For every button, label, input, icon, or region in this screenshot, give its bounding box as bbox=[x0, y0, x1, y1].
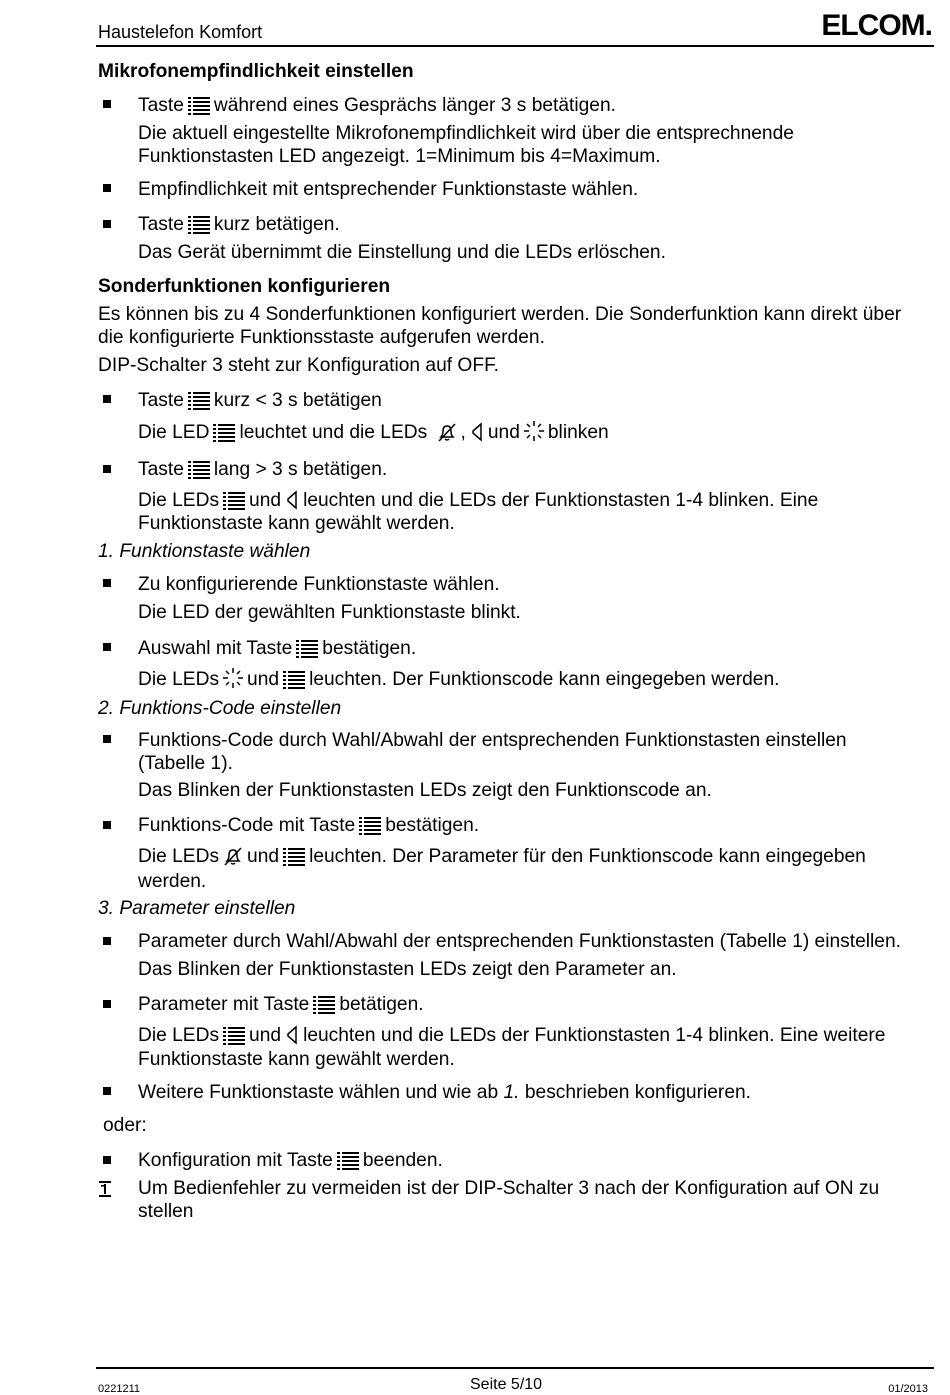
description: Das Blinken der Funktionstasten LEDs zeigt den Parameter an. bbox=[138, 959, 677, 980]
description: Das Gerät übernimmt die Einstellung und die LEDs erlöschen. bbox=[138, 242, 666, 263]
text: und bbox=[487, 422, 520, 443]
step-reference: 1. bbox=[503, 1082, 520, 1103]
text: betätigen. bbox=[339, 994, 424, 1015]
speaker-icon bbox=[469, 422, 485, 448]
text: während eines Gesprächs länger 3 s betätigen. bbox=[213, 95, 616, 116]
text: leuchten. Der Funktionscode kann eingegeben werden. bbox=[309, 669, 780, 690]
text: Taste bbox=[138, 214, 184, 235]
text: Die LEDs bbox=[138, 669, 220, 690]
text: und bbox=[249, 1025, 282, 1046]
bullet bbox=[103, 100, 111, 108]
note-text: Um Bedienfehler zu vermeiden ist der DIP-Schalter 3 nach der Konfiguration auf ON zu bbox=[138, 1178, 880, 1199]
menu-key-icon bbox=[336, 1150, 360, 1176]
menu-key-icon bbox=[282, 669, 306, 695]
text: lang > 3 s betätigen. bbox=[213, 459, 388, 480]
list-item bbox=[138, 94, 928, 121]
bullet bbox=[103, 184, 111, 192]
menu-key-icon bbox=[187, 459, 211, 485]
text: beschrieben konfigurieren. bbox=[524, 1082, 751, 1103]
bullet bbox=[103, 579, 111, 587]
bullet bbox=[103, 821, 111, 829]
list-item bbox=[138, 213, 928, 240]
text: Taste bbox=[138, 390, 184, 411]
menu-key-icon bbox=[187, 390, 211, 416]
step-title: 2. Funktions-Code einstellen bbox=[98, 698, 342, 719]
page-number: Seite 5/10 bbox=[470, 1376, 543, 1393]
text: blinken bbox=[547, 422, 609, 443]
section-heading-special-functions: Sonderfunktionen konfigurieren bbox=[98, 276, 391, 297]
text: beenden. bbox=[362, 1150, 443, 1171]
description: Funktionstasten LED angezeigt. 1=Minimum bis 4=Maximum. bbox=[138, 146, 661, 167]
blink-led-icon bbox=[222, 667, 244, 695]
description: Das Blinken der Funktionstasten LEDs zeigt den Funktionscode an. bbox=[138, 780, 712, 801]
description bbox=[138, 1024, 928, 1051]
text: Funktions-Code mit Taste bbox=[138, 815, 356, 836]
description: Die LED der gewählten Funktionstaste blinkt. bbox=[138, 602, 521, 623]
list-item: Zu konfigurierende Funktionstaste wählen. bbox=[138, 574, 500, 595]
bullet bbox=[103, 220, 111, 228]
bell-off-icon bbox=[222, 846, 244, 872]
bullet bbox=[103, 643, 111, 651]
text: Die LEDs bbox=[138, 490, 220, 511]
info-icon bbox=[98, 1180, 112, 1198]
menu-key-icon bbox=[358, 815, 382, 841]
menu-key-icon bbox=[212, 422, 236, 448]
description: Funktionstaste kann gewählt werden. bbox=[138, 1049, 455, 1070]
text: Die LEDs bbox=[138, 846, 220, 867]
menu-key-icon bbox=[187, 95, 211, 121]
text: Die LED bbox=[138, 422, 210, 443]
document-header-title: Haustelefon Komfort bbox=[98, 22, 263, 42]
footer-divider bbox=[96, 1367, 934, 1369]
menu-key-icon bbox=[295, 638, 319, 664]
description bbox=[138, 420, 928, 448]
text: bestätigen. bbox=[385, 815, 480, 836]
text: kurz betätigen. bbox=[213, 214, 340, 235]
step-title: 3. Parameter einstellen bbox=[98, 898, 296, 919]
text: und bbox=[249, 490, 282, 511]
bullet bbox=[103, 1000, 111, 1008]
list-item: Parameter durch Wahl/Abwahl der entsprechenden Funktionstasten (Tabelle 1) einstellen. bbox=[138, 931, 901, 952]
text: Die LEDs bbox=[138, 1025, 220, 1046]
list-item: Empfindlichkeit mit entsprechender Funktionstaste wählen. bbox=[138, 179, 639, 200]
paragraph: die konfigurierte Funktionsstaste aufgerufen werden. bbox=[98, 327, 545, 348]
text: Auswahl mit Taste bbox=[138, 638, 293, 659]
list-item bbox=[138, 1081, 928, 1104]
list-item: Funktions-Code durch Wahl/Abwahl der entsprechenden Funktionstasten einstellen bbox=[138, 730, 847, 751]
bullet bbox=[103, 1087, 111, 1095]
description: Funktionstaste kann gewählt werden. bbox=[138, 513, 455, 534]
description bbox=[138, 845, 928, 872]
text: leuchten und die LEDs der Funktionstasten 1-4 blinken. Eine weitere bbox=[303, 1025, 886, 1046]
text: , bbox=[460, 422, 466, 443]
text: Parameter mit Taste bbox=[138, 994, 310, 1015]
bullet bbox=[103, 1156, 111, 1164]
text: leuchten und die LEDs der Funktionstasten 1-4 blinken. Eine bbox=[303, 490, 819, 511]
text: Taste bbox=[138, 95, 184, 116]
text: kurz < 3 s betätigen bbox=[213, 390, 382, 411]
text: und bbox=[247, 846, 280, 867]
bullet bbox=[103, 395, 111, 403]
paragraph: DIP-Schalter 3 steht zur Konfiguration auf OFF. bbox=[98, 355, 499, 376]
or-label: oder: bbox=[103, 1115, 147, 1136]
text: Taste bbox=[138, 459, 184, 480]
text: leuchten. Der Parameter für den Funktionscode kann eingegeben bbox=[309, 846, 866, 867]
list-item bbox=[138, 458, 928, 485]
list-item bbox=[138, 389, 928, 416]
bullet bbox=[103, 735, 111, 743]
menu-key-icon bbox=[312, 994, 336, 1020]
menu-key-icon bbox=[187, 214, 211, 240]
brand-logo: ELCOM. bbox=[821, 9, 932, 42]
bell-off-icon bbox=[436, 422, 458, 448]
bullet bbox=[103, 465, 111, 473]
document-date: 01/2013 bbox=[888, 1383, 928, 1395]
header-divider bbox=[96, 45, 934, 47]
paragraph: Es können bis zu 4 Sonderfunktionen konfiguriert werden. Die Sonderfunktion kann direkt über bbox=[98, 304, 902, 325]
list-item bbox=[138, 993, 928, 1020]
text: bestätigen. bbox=[322, 638, 417, 659]
list-item bbox=[138, 637, 928, 664]
note-text: stellen bbox=[138, 1201, 194, 1222]
list-item bbox=[138, 814, 928, 841]
description: Die aktuell eingestellte Mikrofonempfindlichkeit wird über die entsprechnende bbox=[138, 123, 794, 144]
description bbox=[138, 667, 928, 695]
document-number: 0221211 bbox=[98, 1383, 141, 1395]
text: Konfiguration mit Taste bbox=[138, 1150, 333, 1171]
text: und bbox=[247, 669, 280, 690]
step-title: 1. Funktionstaste wählen bbox=[98, 541, 311, 562]
blink-led-icon bbox=[523, 420, 545, 448]
text: leuchtet und die LEDs bbox=[239, 422, 428, 443]
text: Weitere Funktionstaste wählen und wie ab bbox=[138, 1082, 499, 1103]
description: werden. bbox=[138, 871, 207, 892]
list-item bbox=[138, 1149, 928, 1176]
menu-key-icon bbox=[282, 846, 306, 872]
list-item-continuation: (Tabelle 1). bbox=[138, 753, 233, 774]
section-heading-microphone: Mikrofonempfindlichkeit einstellen bbox=[98, 61, 414, 82]
bullet bbox=[103, 937, 111, 945]
